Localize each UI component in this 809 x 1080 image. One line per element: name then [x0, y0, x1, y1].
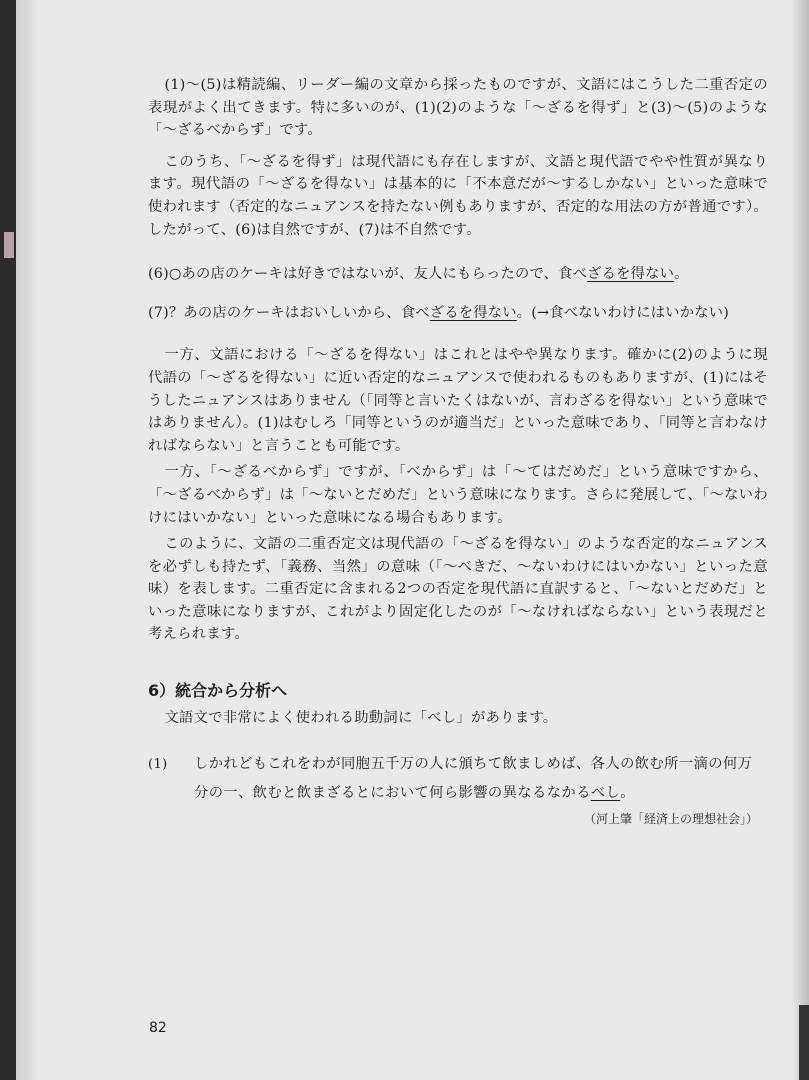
example-6 — [148, 263, 768, 286]
section-heading: 6）統合から分析へ — [148, 681, 288, 701]
book-spine — [0, 0, 16, 1080]
spine-color-mark — [4, 232, 14, 258]
example-6-end: 。 — [674, 266, 689, 283]
paragraph-1: (1)〜(5)は精読編、リーダー編の文章から採ったものですが、文語にはこうした二重否定の表現がよく出てきます。特に多いのが、(1)(2)のような「〜ざるを得ず」と(3)〜(5)のような「〜ざるべからず」です。 — [148, 77, 768, 139]
quote-line-2-text: 分の一、飲むと飲まざるとにおいて何ら影響の異なるなかる — [194, 784, 591, 801]
paragraph-4: 一方、「〜ざるべからず」ですが、「べからず」は「〜てはだめだ」という意味ですから、「〜ざるべからず」は「〜ないとだめだ」という意味になります。さらに発展して、「〜ないわけにはいかない」といった意味になる場合もあります。 — [148, 464, 768, 526]
page-edge-shadow — [791, 0, 809, 1080]
example-7-underlined: ざるを得ない — [429, 304, 517, 321]
paragraph-3: 一方、文語における「〜ざるを得ない」はこれとはやや異なります。確かに(2)のように現代語の「〜ざるを得ない」に近い否定的なニュアンスで使われるものもありますが、(1)にはそうしたニュアンスはありません（「同等と言いたくはないが、言わざるを得ない」という意味ではありません）。(1)はむしろ「同等というのが適当だ」といった意味であり、「同等と言わなければならない」と言うことも可能です。 — [148, 347, 768, 454]
page-body — [148, 74, 768, 827]
quote-line-2-end: 。 — [620, 784, 635, 801]
paragraph-5: このように、文語の二重否定文は現代語の「〜ざるを得ない」のような否定的なニュアンスを必ずしも持たず、「義務、当然」の意味（「〜べきだ、〜ないわけにはいかない」といった意味）を表します。二重否定に含まれる2つの否定を現代語に直訳すると、「〜ないとだめだ」といった意味になりますが、これがより固定化したのが「〜なければならない」という表現だと考えられます。 — [148, 536, 768, 643]
spine-shadow — [16, 0, 38, 1080]
quote-underlined: べし — [590, 784, 621, 801]
quote-line-2 — [194, 779, 752, 808]
example-6-text: (6)○あの店のケーキは好きではないが、友人にもらったので、食べ — [148, 266, 588, 283]
quote-number: (1) — [148, 756, 168, 772]
example-7-text: (7)？あの店のケーキはおいしいから、食べ — [148, 304, 430, 321]
example-6-underlined: ざるを得ない — [587, 266, 675, 283]
page-number: 82 — [149, 1020, 167, 1036]
section-intro: 文語文で非常によく使われる助動詞に「べし」があります。 — [164, 710, 558, 727]
quote-text — [194, 750, 752, 808]
quote-source: （河上肇「経済上の理想社会」） — [583, 811, 758, 826]
quote-block — [148, 750, 768, 808]
page-corner-dark — [799, 1005, 809, 1080]
quote-line-1: しかれどもこれをわが同胞五千万の人に頒ちて飲ましめば、各人の飲む所一滴の何万 — [194, 755, 753, 772]
example-7-end: 。(→食べないわけにはいかない) — [516, 304, 729, 321]
example-7 — [148, 302, 768, 325]
paragraph-2: このうち、「〜ざるを得ず」は現代語にも存在しますが、文語と現代語でやや性質が異なります。現代語の「〜ざるを得ない」は基本的に「不本意だが〜するしかない」といった意味で使われます（否定的なニュアンスを持たない例もありますが、否定的な用法の方が普通です）。したがって、(6)は自然ですが、(7)は不自然です。 — [148, 153, 768, 238]
